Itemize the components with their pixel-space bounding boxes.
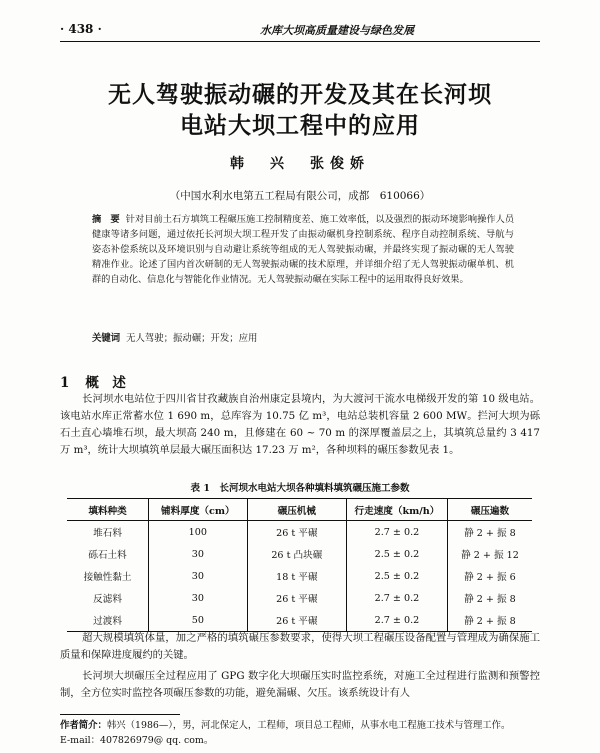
article-title-line1: 无人驾驶振动碾的开发及其在长河坝 (108, 81, 492, 108)
table-cell: 18 t 平碾 (247, 565, 346, 587)
table-cell: 26 t 平碾 (247, 587, 346, 609)
table-cell: 过渡料 (67, 609, 149, 632)
table-cell: 50 (149, 609, 247, 632)
table-cell: 2.5 ± 0.2 (347, 565, 448, 587)
table-cell: 2.5 ± 0.2 (347, 543, 448, 565)
abstract-text: 针对目前土石方填筑工程碾压施工控制精度差、施工效率低，以及强烈的振动环境影响操作人员健康等诸多问题，通过依托长河坝大坝工程开发了由振动碾机身控制系统、程序自动控制系统、导航与姿态补偿系统以及环境识别与自动避让系统等组成的无人驾驶振动碾，并最终实现了振动碾的无人驾驶精准作业。论述了国内首次研制的无人驾驶振动碾的技术原理，并详细介绍了无人驾驶振动碾单机、机群的自动化、信息化与智能化作业情况。无人驾驶振动碾在实际工程中的运用取得良好效果。 (92, 214, 515, 285)
table-cell: 26 t 平碾 (247, 609, 346, 632)
table-cell: 堆石料 (93, 528, 122, 539)
parameter-table (67, 498, 532, 632)
section-title: 概 述 (85, 375, 126, 391)
table-header-cell: 填料种类 (67, 499, 149, 521)
authors: 韩 兴 张俊娇 (230, 156, 370, 172)
header-rule (60, 41, 540, 42)
table-header-cell: 碾压机械 (247, 499, 346, 521)
abstract (92, 212, 514, 287)
table-cell: 2.7 ± 0.2 (347, 609, 448, 632)
table-cell: 静 2 + 振 8 (447, 609, 532, 632)
table-header-cell: 铺料厚度（cm） (149, 499, 247, 521)
table-cell: 30 (149, 543, 247, 565)
section-number: 1 (60, 375, 70, 391)
table-cell: 接触性黏土 (83, 572, 132, 583)
keywords (92, 330, 514, 344)
table-header-cell: 行走速度（km/h） (347, 499, 448, 521)
paragraph-3 (60, 668, 540, 702)
table-caption: 表 1 长河坝水电站大坝各种填料填筑碾压施工参数 (190, 483, 410, 494)
page-number: · 438 · (60, 22, 102, 36)
footnote (60, 718, 540, 748)
table-cell: 30 (149, 565, 247, 587)
table-cell: 100 (149, 521, 247, 544)
table-header-cell: 碾压遍数 (447, 499, 532, 521)
keywords-label: 关键词 (92, 333, 121, 344)
table-cell: 静 2 + 振 8 (447, 521, 532, 544)
table-cell: 静 2 + 振 8 (447, 587, 532, 609)
table-header-row (67, 499, 532, 521)
table-cell: 静 2 + 振 6 (447, 565, 532, 587)
abstract-label: 摘 要 (92, 214, 120, 225)
journal-title: 水库大坝高质量建设与绿色发展 (260, 24, 414, 37)
table-cell: 26 t 凸块碾 (247, 543, 346, 565)
table-row (67, 587, 532, 609)
table-cell: 2.7 ± 0.2 (347, 587, 448, 609)
footnote-text: 韩兴（1986—），男，河北保定人，工程师，项目总工程师，从事水电工程施工技术与管理工作。 (106, 720, 511, 731)
table-cell: 2.7 ± 0.2 (347, 521, 448, 544)
table-cell: 砾石土料 (88, 550, 127, 561)
table-row (67, 609, 532, 632)
footnote-rule (60, 714, 180, 715)
keywords-text: 无人驾驶；振动碾；开发；应用 (126, 333, 258, 344)
paragraph-2 (60, 630, 540, 664)
affiliation: （中国水利水电第五工程局有限公司，成都 610066） (169, 190, 431, 202)
paragraph-3-text: 长河坝大坝碾压全过程应用了 GPG 数字化大坝碾压实时监控系统，对施工全过程进行监测和预警控制，全方位实时监控各项碾压参数的功能，避免漏碾、欠压。该系统设计有人 (60, 670, 540, 699)
running-header (60, 20, 540, 40)
paragraph-1 (60, 391, 540, 459)
table-row (67, 543, 532, 565)
paragraph-2-text: 超大规模填筑体量，加之严格的填筑碾压参数要求，使得大坝工程碾压设备配置与管理成为确保施工质量和保障进度履约的关键。 (60, 632, 540, 661)
section-heading (60, 371, 126, 391)
table-cell: 反滤料 (93, 594, 122, 605)
article-title-line2: 电站大坝工程中的应用 (180, 112, 420, 139)
table-cell: 26 t 平碾 (247, 521, 346, 544)
author-email: E-mail：407826979@ qq. com。 (60, 735, 214, 746)
table-row (67, 565, 532, 587)
table-row (67, 521, 532, 544)
footnote-label: 作者简介： (60, 720, 107, 731)
paragraph-1-text: 长河坝水电站位于四川省甘孜藏族自治州康定县境内，为大渡河干流水电梯级开发的第 10 级电站。该电站水库正常蓄水位 1 690 m，总库容为 10.75 亿 m³，电站总装机容量 2 600 MW。拦河大坝为砾石土直心墙堆石坝，最大坝高 240 m，且修建在 60 ~ 70 m 的深厚覆盖层之上，其填筑总量约 3 417 万 m³，统计大坝填筑单层最大碾压面积达 17.23 万 m²，各种坝料的碾压参数见表 1。 (60, 393, 540, 456)
table-cell: 30 (149, 587, 247, 609)
table-cell: 静 2 + 振 12 (447, 543, 532, 565)
